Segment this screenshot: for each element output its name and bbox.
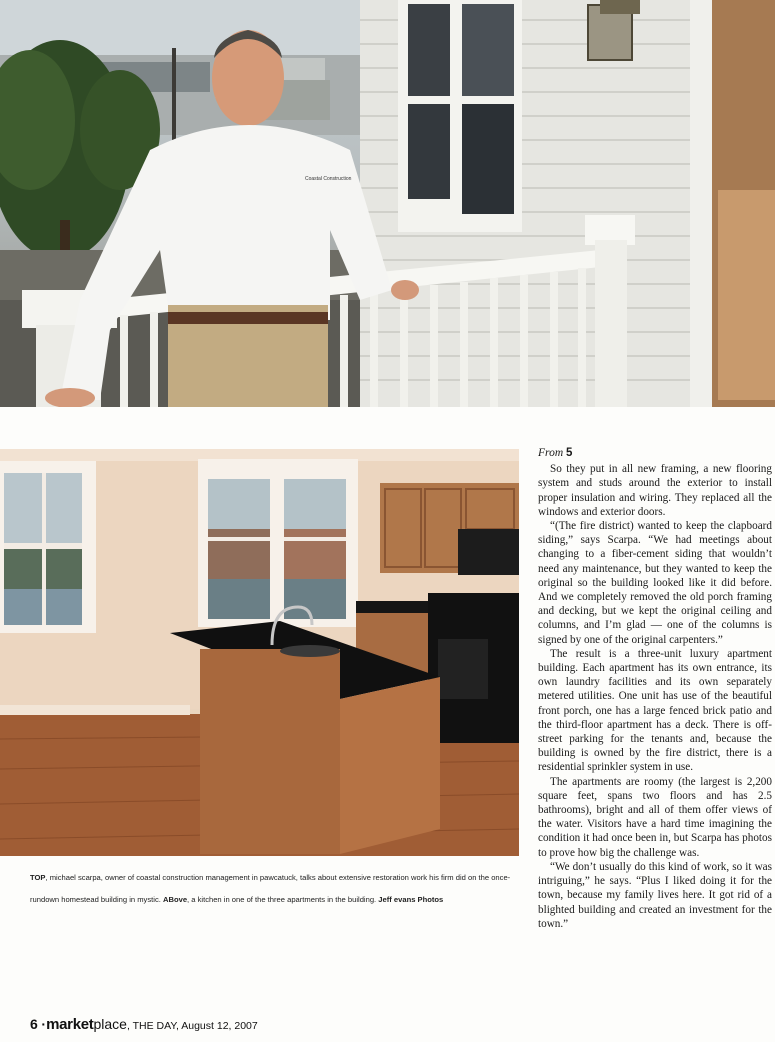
top-photo: [0, 0, 775, 407]
photo-kitchen: [0, 449, 519, 856]
from-page-number: 5: [566, 447, 573, 459]
article-paragraph: So they put in all new framing, a new flooring system and studs around the exterior to install proper insulation and wiring. They replaced all the windows and exterior doors.: [538, 463, 772, 518]
article-paragraph: “We don’t usually do this kind of work, so it was intriguing,” he says. “Plus I liked doing it for the town, because my family lives here. It got rid of a blighted building and created an investment for the town.”: [538, 860, 772, 930]
article-paragraph: The apartments are roomy (the largest is 2,200 square feet, spans two floors and has 2.5 bathrooms), bright and all of them offer views of the water. Visitors have a hard time imagining the condition it had once been in, but Scarpa has photos to prove how big the challenge was.: [538, 775, 772, 859]
section-brand-bold: market: [46, 1016, 94, 1033]
page-footer: [30, 1016, 258, 1033]
bottom-photo: [0, 449, 519, 856]
publication-name: , THE DAY,: [126, 1020, 182, 1032]
caption-top-text: , michael scarpa, owner of coastal construction management in pawcatuck, talks about extensive restoration work his firm did on the once-rundown homestead building in mystic.: [30, 873, 511, 904]
caption-above-text: , a kitchen in one of the three apartments in the building.: [187, 895, 377, 904]
caption-above-label: ABove: [162, 895, 188, 904]
footer-separator: ·: [41, 1016, 47, 1032]
article-paragraph: “(The fire district) wanted to keep the clapboard siding,” says Scarpa. “We had meetings about changing to a fiber-cement siding that wouldn’t need any maintenance, but they wanted to keep the original so the building looked like it did before. And we completely removed the old porch framing and decking, but we kept the original ceiling and columns, and I’m glad — one of the columns is signed by one of the original carpenters.”: [538, 520, 772, 646]
section-brand-light: place: [93, 1016, 127, 1032]
photo-caption: [30, 867, 512, 911]
publication-date: August 12, 2007: [181, 1020, 258, 1032]
photo-man-on-porch: [0, 0, 775, 407]
shirt-logo: Coastal Construction: [305, 176, 352, 182]
continued-from-line: [538, 446, 772, 460]
from-prefix: From: [538, 447, 564, 459]
article-paragraph: The result is a three-unit luxury apartment building. Each apartment has its own entrance, its own laundry facilities and its own separately metered utilities. One unit has use of the beautiful front porch, one has a large fenced brick patio and the third-floor apartment has a deck. There is off-street parking for the tenants and, because the building is owned by the fire district, there is a residential sprinkler system in use.: [538, 647, 772, 774]
article-column: [538, 446, 772, 931]
caption-top-label: TOP: [30, 873, 46, 882]
photo-credit: Jeff evans Photos: [378, 895, 444, 904]
page-number: 6: [30, 1016, 38, 1032]
